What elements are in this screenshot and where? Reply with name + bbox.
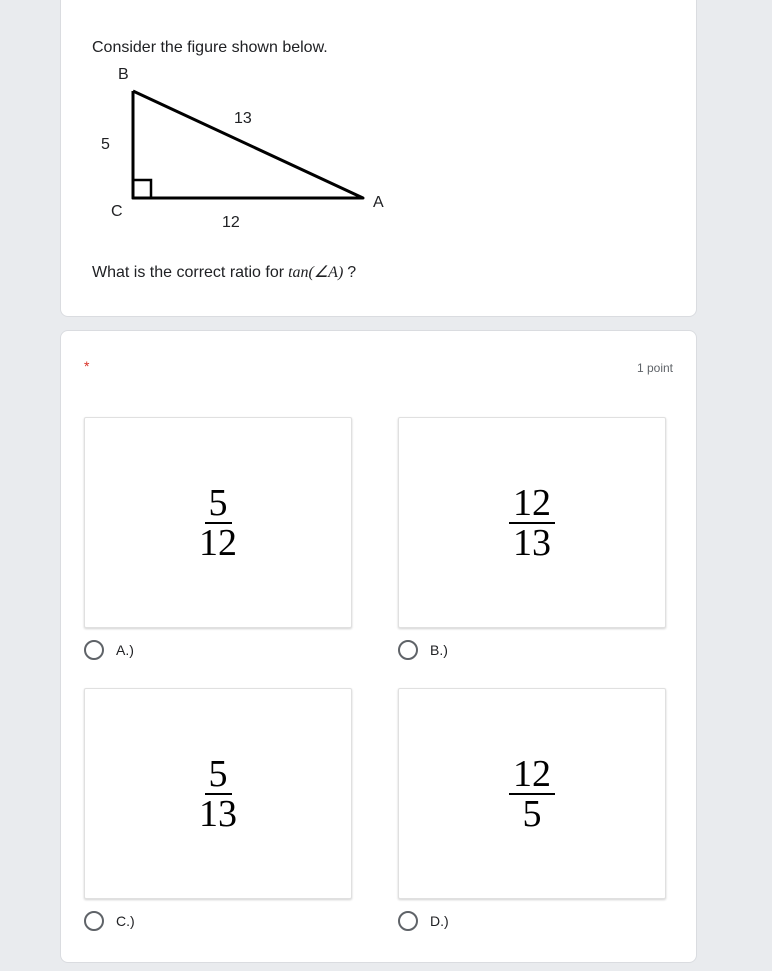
fraction-numerator: 12 (509, 484, 555, 524)
question-card (60, 0, 697, 317)
option-d-radio[interactable] (398, 909, 449, 933)
fraction-denominator: 13 (513, 521, 551, 564)
fraction (399, 481, 665, 564)
option-a-radio[interactable] (84, 638, 134, 662)
fraction-numerator: 5 (205, 484, 232, 524)
fraction (85, 481, 351, 564)
option-a-label: A.) (116, 642, 134, 658)
answer-card (60, 330, 697, 963)
right-angle-marker (133, 180, 151, 198)
fraction-denominator: 5 (522, 792, 542, 835)
side-bc-label: 5 (101, 136, 110, 153)
question-prefix: What is the correct ratio for (92, 264, 285, 281)
question-suffix: ? (347, 264, 357, 281)
option-d-image[interactable] (398, 688, 666, 899)
fraction-numerator: 12 (509, 755, 555, 795)
question-expression: tan(∠A) (288, 264, 344, 281)
side-ca-label: 12 (222, 214, 240, 231)
option-c-image[interactable] (84, 688, 352, 899)
radio-circle-icon[interactable] (84, 640, 104, 660)
radio-circle-icon[interactable] (398, 640, 418, 660)
radio-circle-icon[interactable] (84, 911, 104, 931)
option-a-image[interactable] (84, 417, 352, 628)
intro-text: Consider the figure shown below. (92, 39, 328, 56)
option-b-image[interactable] (398, 417, 666, 628)
triangle-shape (133, 91, 363, 198)
option-d-label: D.) (430, 913, 449, 929)
required-marker: * (84, 358, 90, 374)
fraction (399, 752, 665, 835)
points-label: 1 point (636, 361, 673, 375)
option-b-label: B.) (430, 642, 448, 658)
fraction-denominator: 12 (199, 521, 237, 564)
vertex-b-label: B (118, 66, 129, 83)
side-ab-label: 13 (234, 110, 252, 127)
vertex-a-label: A (373, 194, 384, 211)
radio-circle-icon[interactable] (398, 911, 418, 931)
fraction (85, 752, 351, 835)
fraction-denominator: 13 (199, 792, 237, 835)
vertex-c-label: C (111, 203, 123, 220)
fraction-numerator: 5 (205, 755, 232, 795)
option-c-label: C.) (116, 913, 135, 929)
question-text (92, 263, 356, 283)
option-c-radio[interactable] (84, 909, 135, 933)
option-b-radio[interactable] (398, 638, 448, 662)
